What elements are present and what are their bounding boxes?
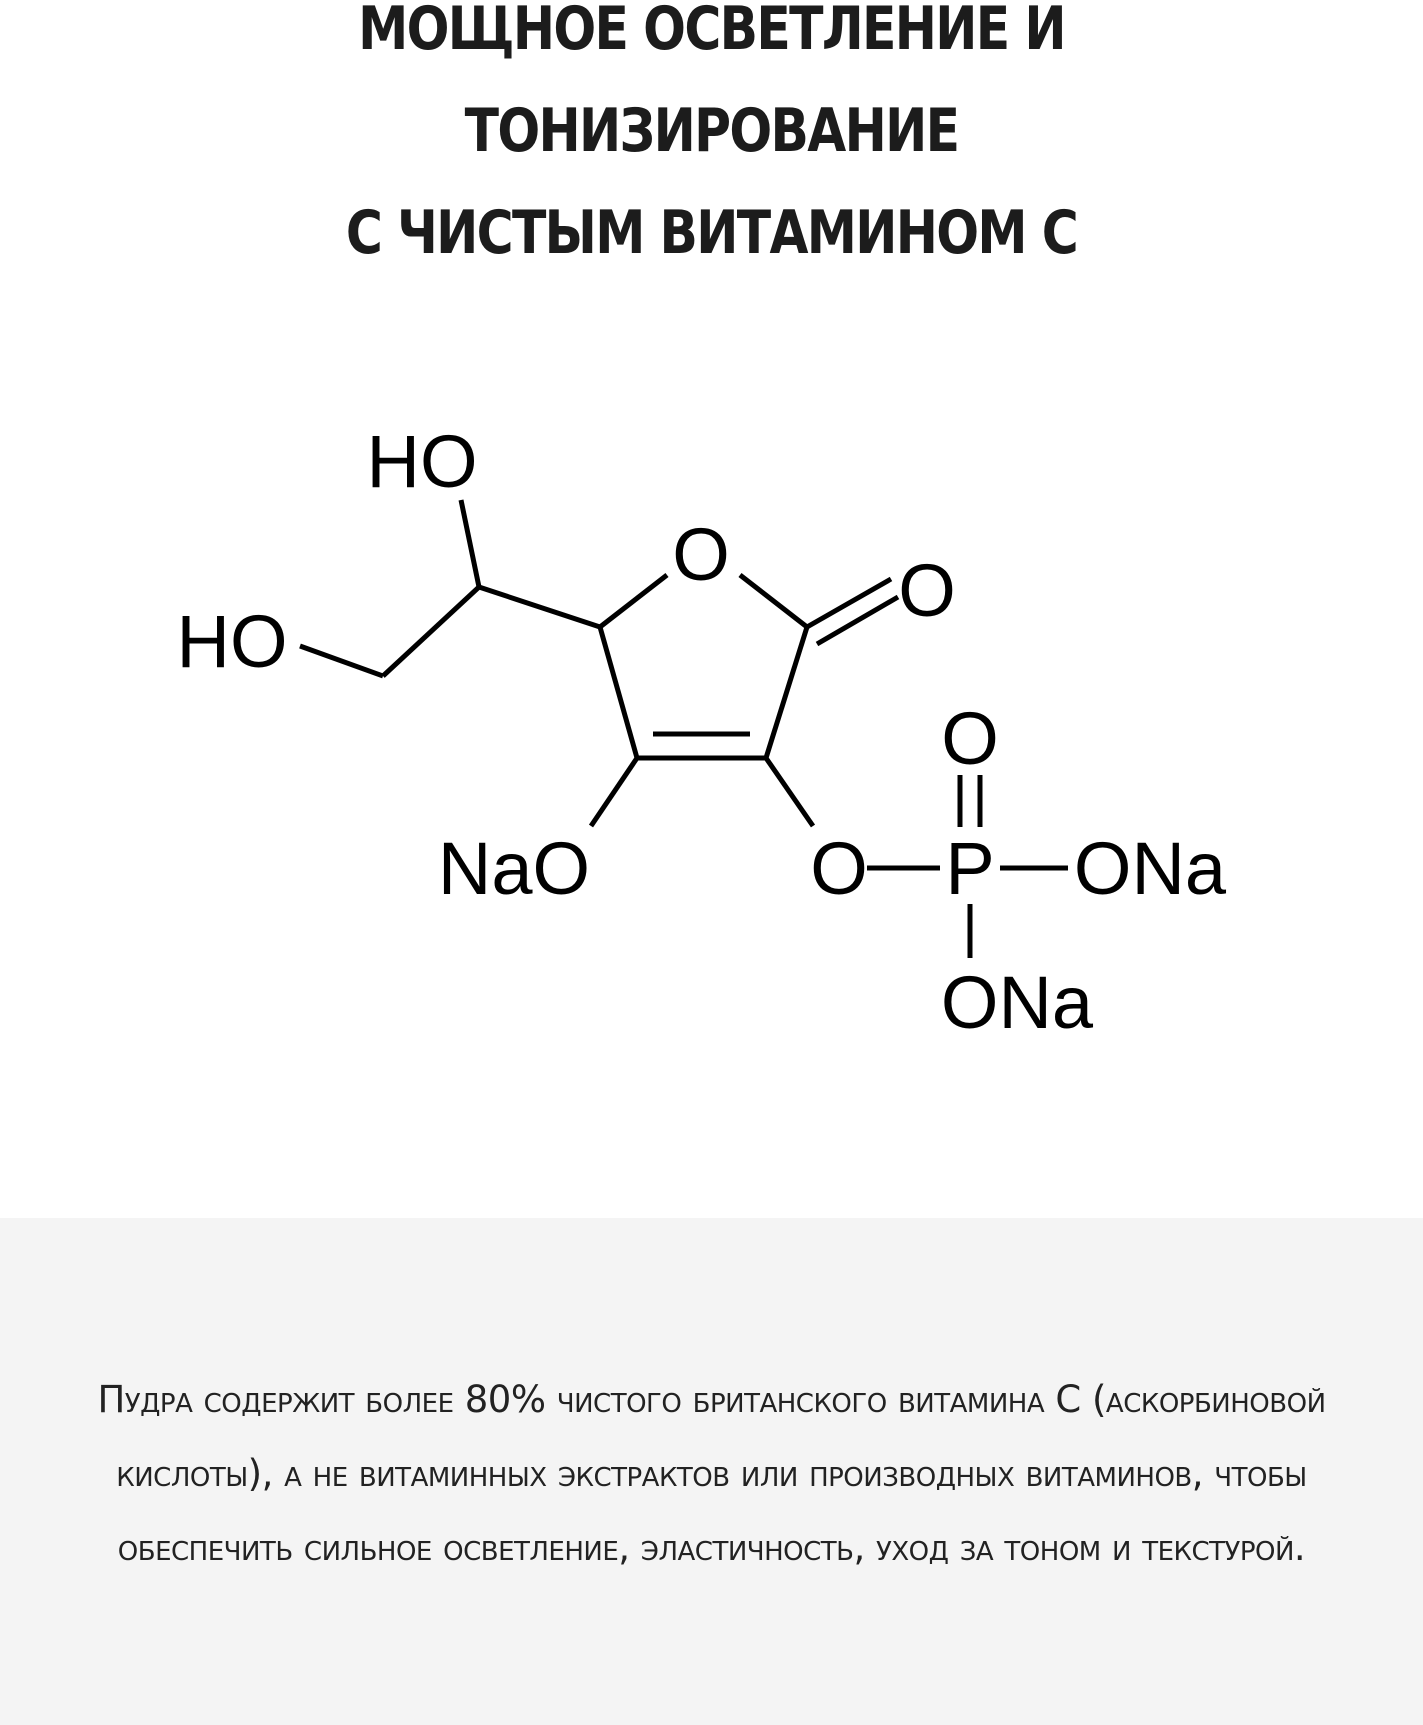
bond-ring-oxygen-to-c1 — [740, 575, 807, 627]
headline-line-2: ТОНИЗИРОВАНИЕ — [464, 96, 959, 166]
label-carbonyl-oxygen: O — [898, 549, 956, 632]
bond-sidechain-to-ring — [479, 587, 600, 627]
headline — [0, 0, 1423, 284]
bond-carbonyl-1 — [807, 579, 891, 627]
headline-line-3: С ЧИСТЫМ ВИТАМИНОМ С — [345, 198, 1078, 268]
description-panel — [0, 1218, 1423, 1725]
bond-ch2-to-ho-left — [300, 646, 383, 676]
headline-line-1: МОЩНОЕ ОСВЕТЛЕНИЕ И — [358, 0, 1065, 64]
bond-c4-to-ring-oxygen — [600, 575, 667, 627]
label-ona-bottom: ONa — [940, 961, 1094, 1044]
bond-c1-to-c2 — [766, 627, 807, 758]
label-phosphoryl-oxygen: O — [941, 697, 999, 780]
bond-c2-to-ester-oxygen — [766, 758, 813, 826]
description-text: Пудра содержит более 80% чистого британского витамина С (аскорбиновой кислоты), а не витаминных экстрактов или производных витаминов, чтобы обеспечить сильное осветление, эластичность, уход за тоном и текстурой. — [97, 1378, 1326, 1569]
bond-c3-to-nao — [591, 758, 637, 826]
label-nao: NaO — [437, 827, 591, 910]
label-ho-left: HO — [176, 600, 288, 683]
bond-carbonyl-2 — [817, 597, 898, 644]
label-ona-right: ONa — [1073, 827, 1227, 910]
label-ring-oxygen: O — [672, 513, 730, 596]
label-phosphorus: P — [945, 827, 995, 910]
bond-ho-top — [461, 500, 479, 587]
bond-sidechain-to-ch2 — [383, 587, 479, 676]
bond-c4-to-c3 — [600, 627, 637, 758]
label-ester-oxygen: O — [810, 827, 868, 910]
chemical-structure-diagram — [0, 380, 1423, 1060]
label-ho-top: HO — [366, 420, 478, 503]
